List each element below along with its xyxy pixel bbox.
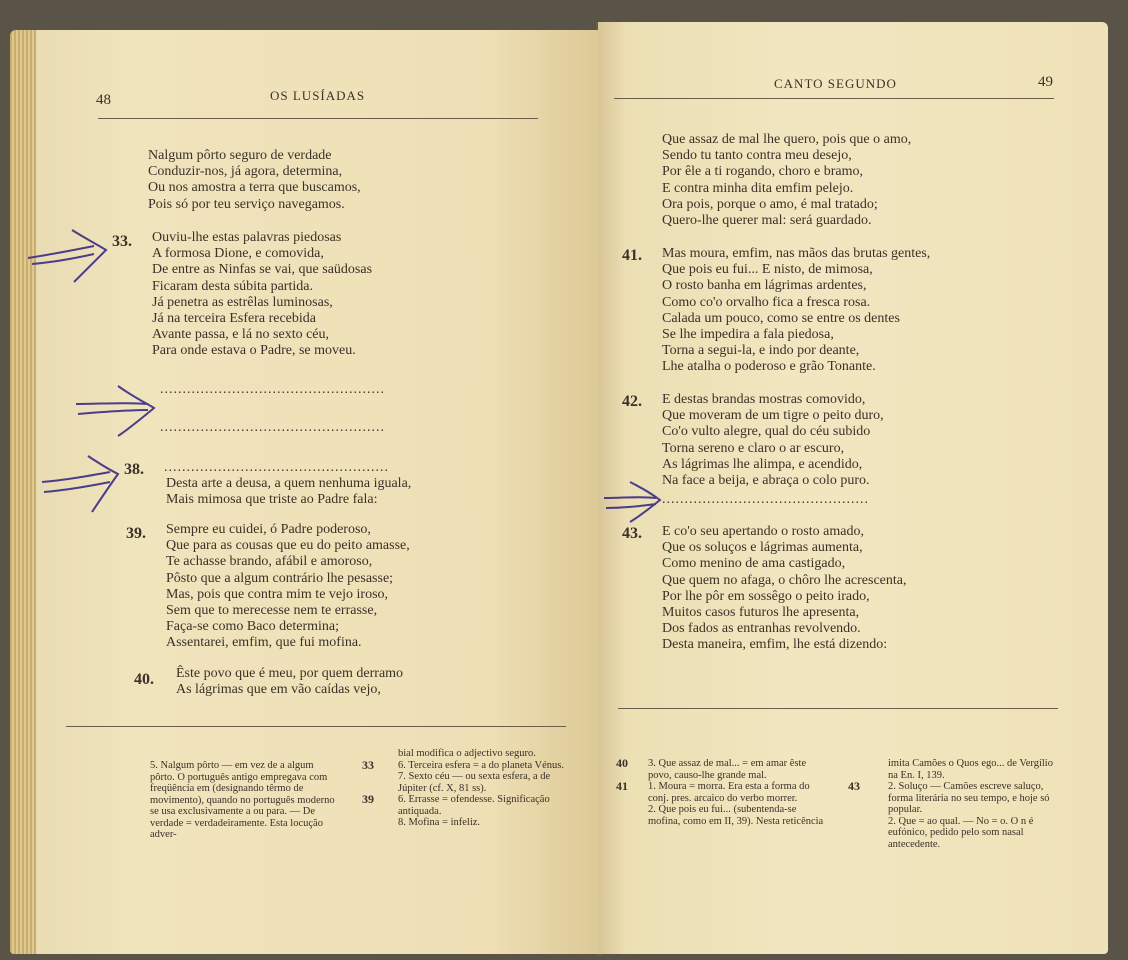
footnote-label: 33 [362, 757, 374, 772]
verse-line: Já penetra as estrêlas luminosas, [152, 294, 333, 310]
stanza-number: 39. [126, 525, 146, 542]
verse-line: Faça-se como Baco determina; [166, 619, 339, 635]
omission-dots: .................................................. [160, 420, 385, 435]
handwritten-arrow-icon [70, 382, 160, 442]
verse-line: A formosa Dione, e comovida, [152, 246, 324, 262]
handwritten-arrow-icon [600, 478, 666, 526]
verse-line: Mais mimosa que triste ao Padre fala: [166, 492, 378, 508]
footnote-text: 7. Sexto céu — ou sexta esfera, a de Júpiter (cf. X, 81 ss). [398, 771, 551, 794]
footnote-label: 41 [616, 779, 628, 793]
verse-line: As lágrimas lhe alimpa, e acendido, [662, 456, 863, 472]
verse-line: Sempre eu cuidei, ó Padre poderoso, [166, 522, 371, 537]
footnote [888, 758, 1060, 781]
verse-line: De entre as Ninfas se vai, que saüdosas [152, 262, 373, 278]
omission-dots: .................................................. [160, 382, 385, 397]
footnotes-col2 [362, 748, 574, 829]
stanza-43 [622, 524, 907, 654]
verse-line: Ouviu-lhe estas palavras piedosas [152, 230, 342, 245]
verse-line: Que os soluços e lágrimas aumenta, [662, 540, 863, 556]
footnote-rule [66, 726, 566, 727]
footnote-text: 2. Que pois eu fui... (subentenda-se mofina, como em II, 39). Nesta reticência [648, 804, 824, 827]
verse-line: E contra minha dita emfim pelejo. [662, 180, 854, 196]
verse-line: Sem que to merecesse nem te errasse, [166, 603, 378, 619]
footnote-label: 39 [362, 792, 374, 806]
footnotes-col1 [616, 756, 830, 827]
stanza-number: 33. [112, 233, 132, 250]
verse-line: Calada um pouco, como se entre os dentes [662, 310, 900, 326]
verse-line: Êste povo que é meu, por quem derramo [176, 666, 404, 681]
footnote [398, 771, 574, 794]
footnote-text: imita Camões o Quos ego... de Vergílio na En. I, 139. [888, 758, 1053, 781]
verse-line: Por lhe pôr em sossêgo o peito irado, [662, 588, 870, 604]
footnote-text: 8. Mofina = infeliz. [398, 817, 481, 828]
verse-line: Na face a beija, e abraça o colo puro. [662, 473, 870, 489]
verse-line: Conduzir-nos, já agora, determina, [148, 164, 343, 180]
footnote-text: Nalgum pôrto — em vez de a algum pôrto. O português antigo empregava com freqüência em (designando têrmo de movimento), quando no português moderno se usa exclusivamente a ou para. — De verdade = verdadeiramente. Esta locução adver- [150, 760, 335, 840]
handwritten-arrow-icon [24, 226, 114, 286]
verse-line: Pôsto que a algum contrário lhe pesasse; [166, 570, 394, 586]
page-number: 49 [1038, 74, 1053, 90]
verse-line: Mas moura, emfim, nas mãos das brutas gentes, [662, 246, 931, 261]
stanza-42 [622, 392, 884, 489]
verse-line: Ou nos amostra a terra que buscamos, [148, 180, 361, 196]
stanza-38 [124, 461, 412, 508]
page-edge [10, 30, 36, 954]
verse-line: As lágrimas que em vão caídas vejo, [176, 682, 381, 698]
verse-line: Que para as cousas que eu do peito amasse, [166, 538, 410, 554]
verse-line: Assentarei, emfim, que fui mofina. [166, 635, 362, 651]
footnote [616, 756, 830, 781]
verse-line: E co'o seu apertando o rosto amado, [662, 524, 864, 539]
footnote [150, 760, 340, 841]
verse-line: Nalgum pôrto seguro de verdade [148, 148, 332, 163]
verse-line: Já na terceira Esfera recebida [152, 311, 316, 327]
verse-line: Muitos casos futuros lhe apresenta, [662, 605, 860, 621]
footnote [648, 804, 830, 827]
page-number: 48 [96, 92, 111, 108]
footnotes-col2 [848, 758, 1060, 850]
footnote [398, 817, 574, 829]
footnote [398, 748, 574, 760]
verse-line: Torna a segui-la, e indo por deante, [662, 343, 860, 359]
stanza-continuation [662, 132, 911, 229]
footnote [362, 757, 574, 772]
footnote-label: 40 [616, 756, 628, 770]
verse-line: Pois só por teu serviço navegamos. [148, 196, 345, 212]
footnote [616, 779, 830, 804]
verse-line: Sendo tu tanto contra meu desejo, [662, 148, 852, 164]
stanza-number: 38. [124, 461, 144, 478]
omission-dots: .............................................. [662, 492, 869, 507]
verse-line: Quero-lhe querer mal: será guardado. [662, 213, 872, 229]
running-head: CANTO SEGUNDO [774, 76, 897, 91]
left-page [10, 30, 598, 954]
stanza-number: 40. [134, 671, 154, 688]
footnote-text: 2. Que = ao qual. — No = o. O n é eufónico, pedido pelo som nasal antecedente. [888, 815, 1034, 850]
verse-line: Como menino de ama castigado, [662, 556, 846, 572]
running-head: OS LUSÍADAS [270, 88, 366, 103]
verse-line: Que moveram de um tigre o peito duro, [662, 408, 884, 424]
header-rule [614, 98, 1054, 99]
footnote [888, 816, 1060, 851]
verse-line: Avante passa, e lá no sexto céu, [152, 327, 330, 343]
verse-line: Torna sereno e claro o ar escuro, [662, 440, 845, 456]
verse-line: Por êle a ti rogando, choro e bramo, [662, 164, 863, 180]
stanza-41 [622, 246, 931, 376]
verse-line: Se lhe impedira a fala piedosa, [662, 327, 834, 343]
footnote-text: 6. Errasse = ofendesse. Significação antiquada. [398, 794, 550, 817]
footnote-label: 5. [150, 760, 158, 771]
verse-line: E destas brandas mostras comovido, [662, 392, 866, 407]
verse-line: Como co'o orvalho fica a fresca rosa. [662, 294, 871, 310]
verse-line: Ora pois, porque o amo, é mal tratado; [662, 196, 878, 212]
stanza-40 [134, 666, 404, 698]
right-page [598, 22, 1108, 954]
verse-line: O rosto banha em lágrimas ardentes, [662, 278, 867, 294]
footnote-text: bial modifica o adjectivo seguro. [398, 748, 536, 759]
footnote-text: 2. Soluço — Camões escreve saluço, forma literária no seu tempo, e hoje só popular. [888, 781, 1050, 815]
verse-line: Desta maneira, emfim, lhe está dizendo: [662, 637, 888, 653]
handwritten-arrow-icon [38, 452, 128, 516]
verse-line: Mas, pois que contra mim te vejo iroso, [166, 586, 389, 602]
verse-line: Lhe atalha o poderoso e grão Tonante. [662, 359, 876, 375]
footnote [848, 779, 1060, 816]
omission-dots: .................................................. [164, 460, 389, 475]
footnote-label: 43 [848, 779, 860, 793]
verse-line: Que pois eu fui... E nisto, de mimosa, [662, 262, 873, 278]
footnote [362, 792, 574, 817]
verse-line: Co'o vulto alegre, qual do céu subido [662, 424, 871, 440]
verse-line: Que assaz de mal lhe quero, pois que o amo, [662, 132, 912, 147]
verse-line: Para onde estava o Padre, se moveu. [152, 343, 356, 359]
stanza-continuation [148, 148, 361, 213]
footnote-text: 6. Terceira esfera = a do planeta Vénus. [398, 759, 565, 771]
verse-line: Que quem no afaga, o chôro lhe acrescenta, [662, 572, 907, 588]
footnotes-col1 [150, 760, 340, 841]
verse-line: Ficaram desta súbita partida. [152, 278, 313, 294]
footnote-text: 1. Moura = morra. Era esta a forma do conj. pres. arcaico do verbo morrer. [648, 781, 810, 804]
stanza-33 [112, 230, 373, 360]
stanza-number: 41. [622, 247, 642, 264]
header-rule [98, 118, 538, 119]
footnote-rule [618, 708, 1058, 709]
stanza-number: 42. [622, 393, 642, 410]
stanza-39 [126, 522, 410, 652]
verse-line: Dos fados as entranhas revolvendo. [662, 621, 861, 637]
verse-line: Te achasse brando, afábil e amoroso, [166, 554, 373, 570]
stanza-number: 43. [622, 525, 642, 542]
verse-line: Desta arte a deusa, a quem nenhuma iguala, [166, 476, 412, 491]
footnote-text: 3. Que assaz de mal... = em amar êste povo, causo-lhe grande mal. [648, 758, 807, 781]
